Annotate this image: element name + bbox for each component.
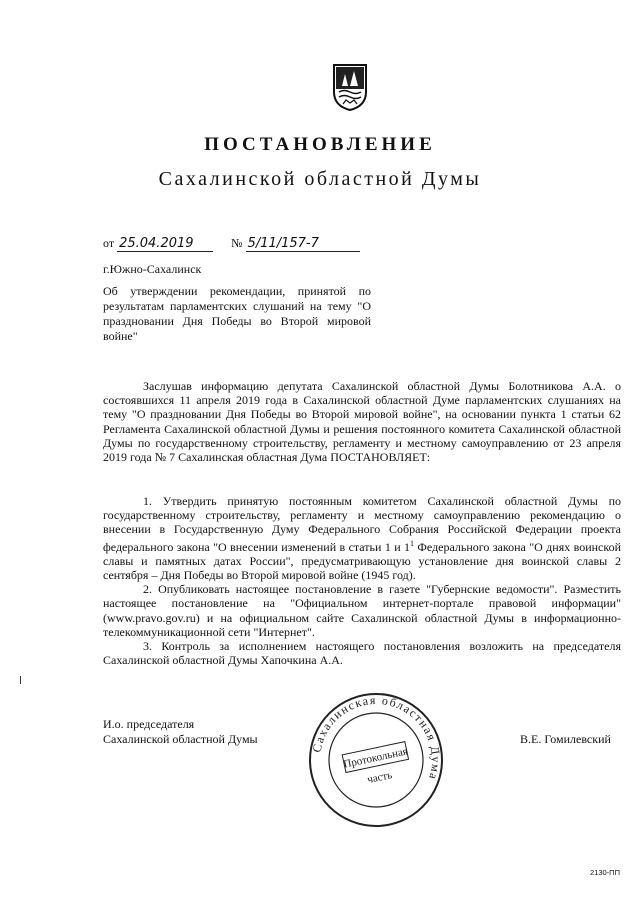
date-number-row	[103, 236, 360, 252]
date-prefix: от	[103, 236, 115, 250]
position-line-2: Сахалинской областной Думы	[103, 732, 258, 746]
position-line-1: И.о. председателя	[103, 717, 195, 731]
document-title: ПОСТАНОВЛЕНИЕ	[204, 134, 436, 155]
margin-mark	[20, 676, 21, 684]
official-stamp	[306, 690, 446, 830]
svg-text:Сахалинская областная Дума: Сахалинская областная Дума	[309, 692, 444, 783]
signatory-position	[103, 717, 258, 747]
signatory-name: В.Е. Гомилевский	[520, 732, 611, 746]
intro-text: Заслушав информацию депутата Сахалинской областной Думы Болотникова А.А. о состоявшихся 11 апреля 2019 года в Сахалинской областной Думе парламентских слушаниях на тему "О праздновании Дня Победы во Второй мировой войне", на основании пункта 1 статьи 62 Регламента Сахалинской областной Думы и решения постоянного комитета Сахалинской областной Думы по государственному строительству, регламенту и местному самоуправлению от 23 апреля 2019 года № 7 Сахалинская областная Дума ПОСТАНОВЛЯЕТ:	[103, 379, 621, 465]
coat-of-arms-icon	[330, 62, 370, 112]
item-1-text-b: Федерального закона "О днях воинской славы и памятных датах России", предусматривающую установление дня воинской славы 2 сентября – Дня Победы во Второй мировой войне (1945 год).	[103, 539, 622, 583]
subject: Об утверждении рекомендации, принятой по результатам парламентских слушаний на тему "О праздновании Дня Победы во Второй мировой войне"	[103, 284, 371, 343]
item-1-superscript: 1	[410, 538, 415, 548]
city: г.Южно-Сахалинск	[103, 262, 202, 276]
number-value: 5/11/157-7	[246, 237, 360, 252]
number-prefix: №	[231, 236, 243, 250]
document-subtitle: Сахалинской областной Думы	[158, 168, 482, 190]
item-1	[103, 494, 621, 582]
item-3: 3. Контроль за исполнением настоящего постановления возложить на председателя Сахалинской областной Думы Хапочкина А.А.	[103, 639, 621, 668]
footer-code: 2130-ПП	[590, 868, 620, 877]
item-1-text-a: 1. Утвердить принятую постоянным комитетом Сахалинской областной Думы по государственному строительству, регламенту и местному самоуправлению рекомендацию о внесении в Государственную Думу Федерального Собрания Российской Федерации проекта федерального закона "О внесении изменений в статьи 1 и 1	[103, 494, 621, 554]
svg-text:часть: часть	[366, 769, 394, 787]
date-value: 25.04.2019	[117, 237, 213, 252]
resolution-items	[103, 494, 621, 667]
intro-paragraph	[103, 379, 621, 464]
item-2: 2. Опубликовать настоящее постановление в газете "Губернские ведомости". Разместить настоящее постановление на "Официальном интернет-портале правовой информации" (www.pravo.gov.ru) и на официальном сайте Сахалинской областной Думы в информационно-телекоммуникационной сети "Интернет".	[103, 582, 621, 639]
svg-text:Протокольная: Протокольная	[342, 745, 409, 771]
